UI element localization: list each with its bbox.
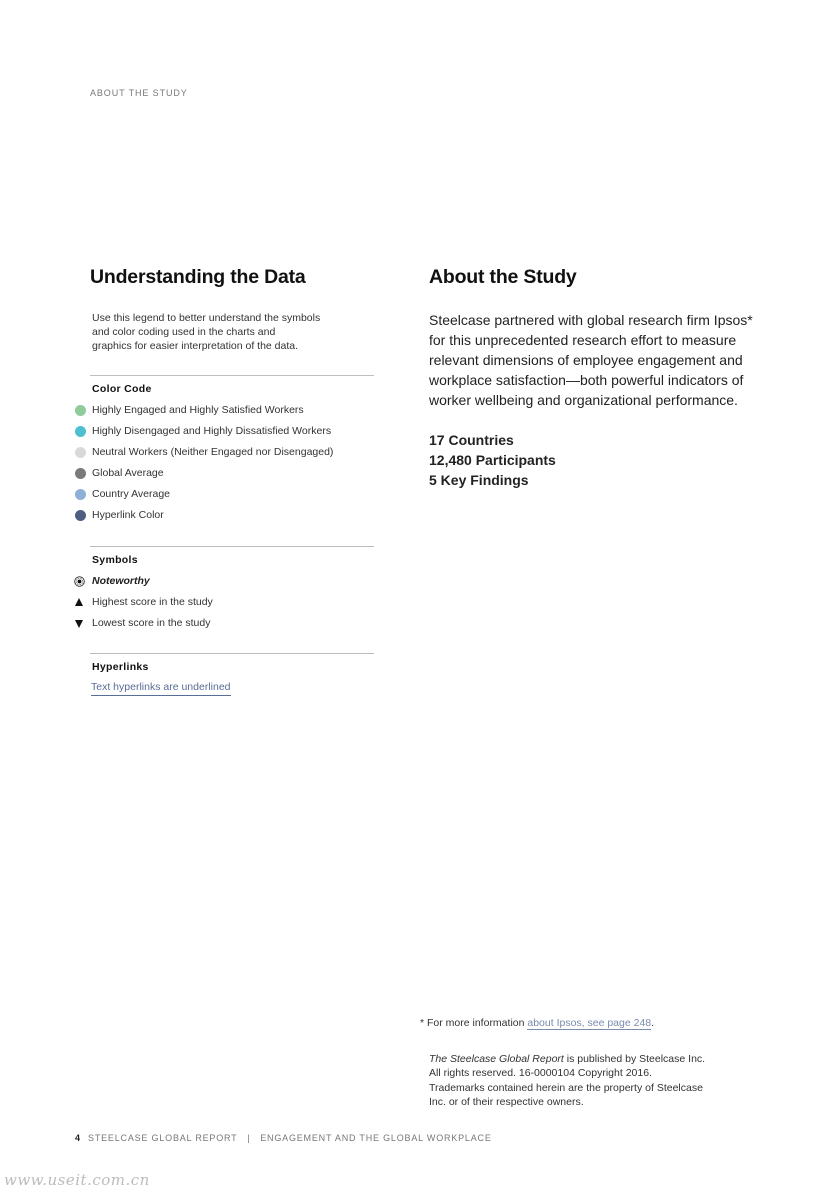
hyperlink-color-dot-icon <box>75 510 86 521</box>
watermark: www.useit.com.cn <box>4 1171 150 1189</box>
footnote-suffix: . <box>651 1017 655 1029</box>
publish-line: Trademarks contained herein are the property of Steelcase <box>429 1081 703 1094</box>
symbol-label: Lowest score in the study <box>92 617 211 629</box>
legend-label: Country Average <box>92 488 171 500</box>
triangle-down-icon <box>75 620 83 628</box>
legend-item-country-average <box>90 484 374 505</box>
stat-findings: 5 Key Findings <box>429 472 529 488</box>
symbols-list <box>90 571 374 634</box>
report-title: The Steelcase Global Report <box>429 1053 564 1065</box>
legend-item-global-average <box>90 463 374 484</box>
intro-line: graphics for easier interpretation of the data. <box>92 340 299 352</box>
about-line: workplace satisfaction—both powerful indicators of <box>429 372 744 388</box>
page-number: 4 <box>75 1133 81 1143</box>
symbol-label: Highest score in the study <box>92 596 213 608</box>
about-line: worker wellbeing and organizational performance. <box>429 392 738 408</box>
legend-label: Highly Engaged and Highly Satisfied Workers <box>92 404 304 416</box>
section-label: ABOUT THE STUDY <box>90 88 188 98</box>
legend-label: Highly Disengaged and Highly Dissatisfied Workers <box>92 425 332 437</box>
noteworthy-icon <box>74 576 85 587</box>
footnote <box>420 1017 654 1029</box>
stat-countries: 17 Countries <box>429 432 514 448</box>
symbol-label: Noteworthy <box>92 575 150 587</box>
country-average-color-dot-icon <box>75 489 86 500</box>
understanding-data-section <box>90 265 374 696</box>
legend-item-hyperlink-color <box>90 505 374 526</box>
divider <box>90 653 374 654</box>
divider <box>90 375 374 376</box>
legend-item-disengaged <box>90 421 374 442</box>
symbols-heading: Symbols <box>92 554 138 566</box>
publish-line <box>429 1052 749 1066</box>
legend-item-engaged <box>90 400 374 421</box>
legend-label: Neutral Workers (Neither Engaged nor Disengaged) <box>92 446 334 458</box>
about-line: for this unprecedented research effort to measure <box>429 332 737 348</box>
legend-label: Hyperlink Color <box>92 509 164 521</box>
legend-intro <box>92 311 354 353</box>
neutral-color-dot-icon <box>75 447 86 458</box>
publish-line: Inc. or of their respective owners. <box>429 1095 584 1108</box>
footer-text: STEELCASE GLOBAL REPORT | ENGAGEMENT AND THE GLOBAL WORKPLACE <box>88 1133 492 1143</box>
publish-line: All rights reserved. 16-0000104 Copyright 2016. <box>429 1067 652 1080</box>
ipsos-page-link[interactable]: about Ipsos, see page 248 <box>527 1017 652 1029</box>
hyperlink-sample-link[interactable]: Text hyperlinks are underlined <box>91 681 231 696</box>
publish-line-rest: is published by Steelcase Inc. <box>563 1053 706 1065</box>
legend-item-neutral <box>90 442 374 463</box>
hyperlinks-heading: Hyperlinks <box>92 661 149 673</box>
about-line: relevant dimensions of employee engagement and <box>429 352 743 368</box>
disengaged-color-dot-icon <box>75 426 86 437</box>
stat-participants: 12,480 Participants <box>429 452 556 468</box>
color-code-list <box>90 400 374 526</box>
footnote-prefix: * For more information <box>420 1017 528 1029</box>
page-footer <box>75 1133 492 1143</box>
intro-line: and color coding used in the charts and <box>92 326 276 338</box>
engaged-color-dot-icon <box>75 405 86 416</box>
study-stats <box>429 430 769 490</box>
symbol-item-lowest <box>90 613 374 634</box>
triangle-up-icon <box>75 598 83 606</box>
global-average-color-dot-icon <box>75 468 86 479</box>
legend-label: Global Average <box>92 467 164 479</box>
symbol-item-highest <box>90 592 374 613</box>
about-paragraph <box>429 310 769 410</box>
divider <box>90 546 374 547</box>
about-title: About the Study <box>429 266 577 288</box>
intro-line: Use this legend to better understand the symbols <box>92 312 321 324</box>
publishing-info <box>429 1052 749 1109</box>
understanding-title: Understanding the Data <box>90 266 306 288</box>
about-line: Steelcase partnered with global research firm Ipsos* <box>429 312 753 328</box>
symbol-item-noteworthy <box>90 571 374 592</box>
color-code-heading: Color Code <box>92 383 152 395</box>
about-study-section <box>429 265 769 490</box>
